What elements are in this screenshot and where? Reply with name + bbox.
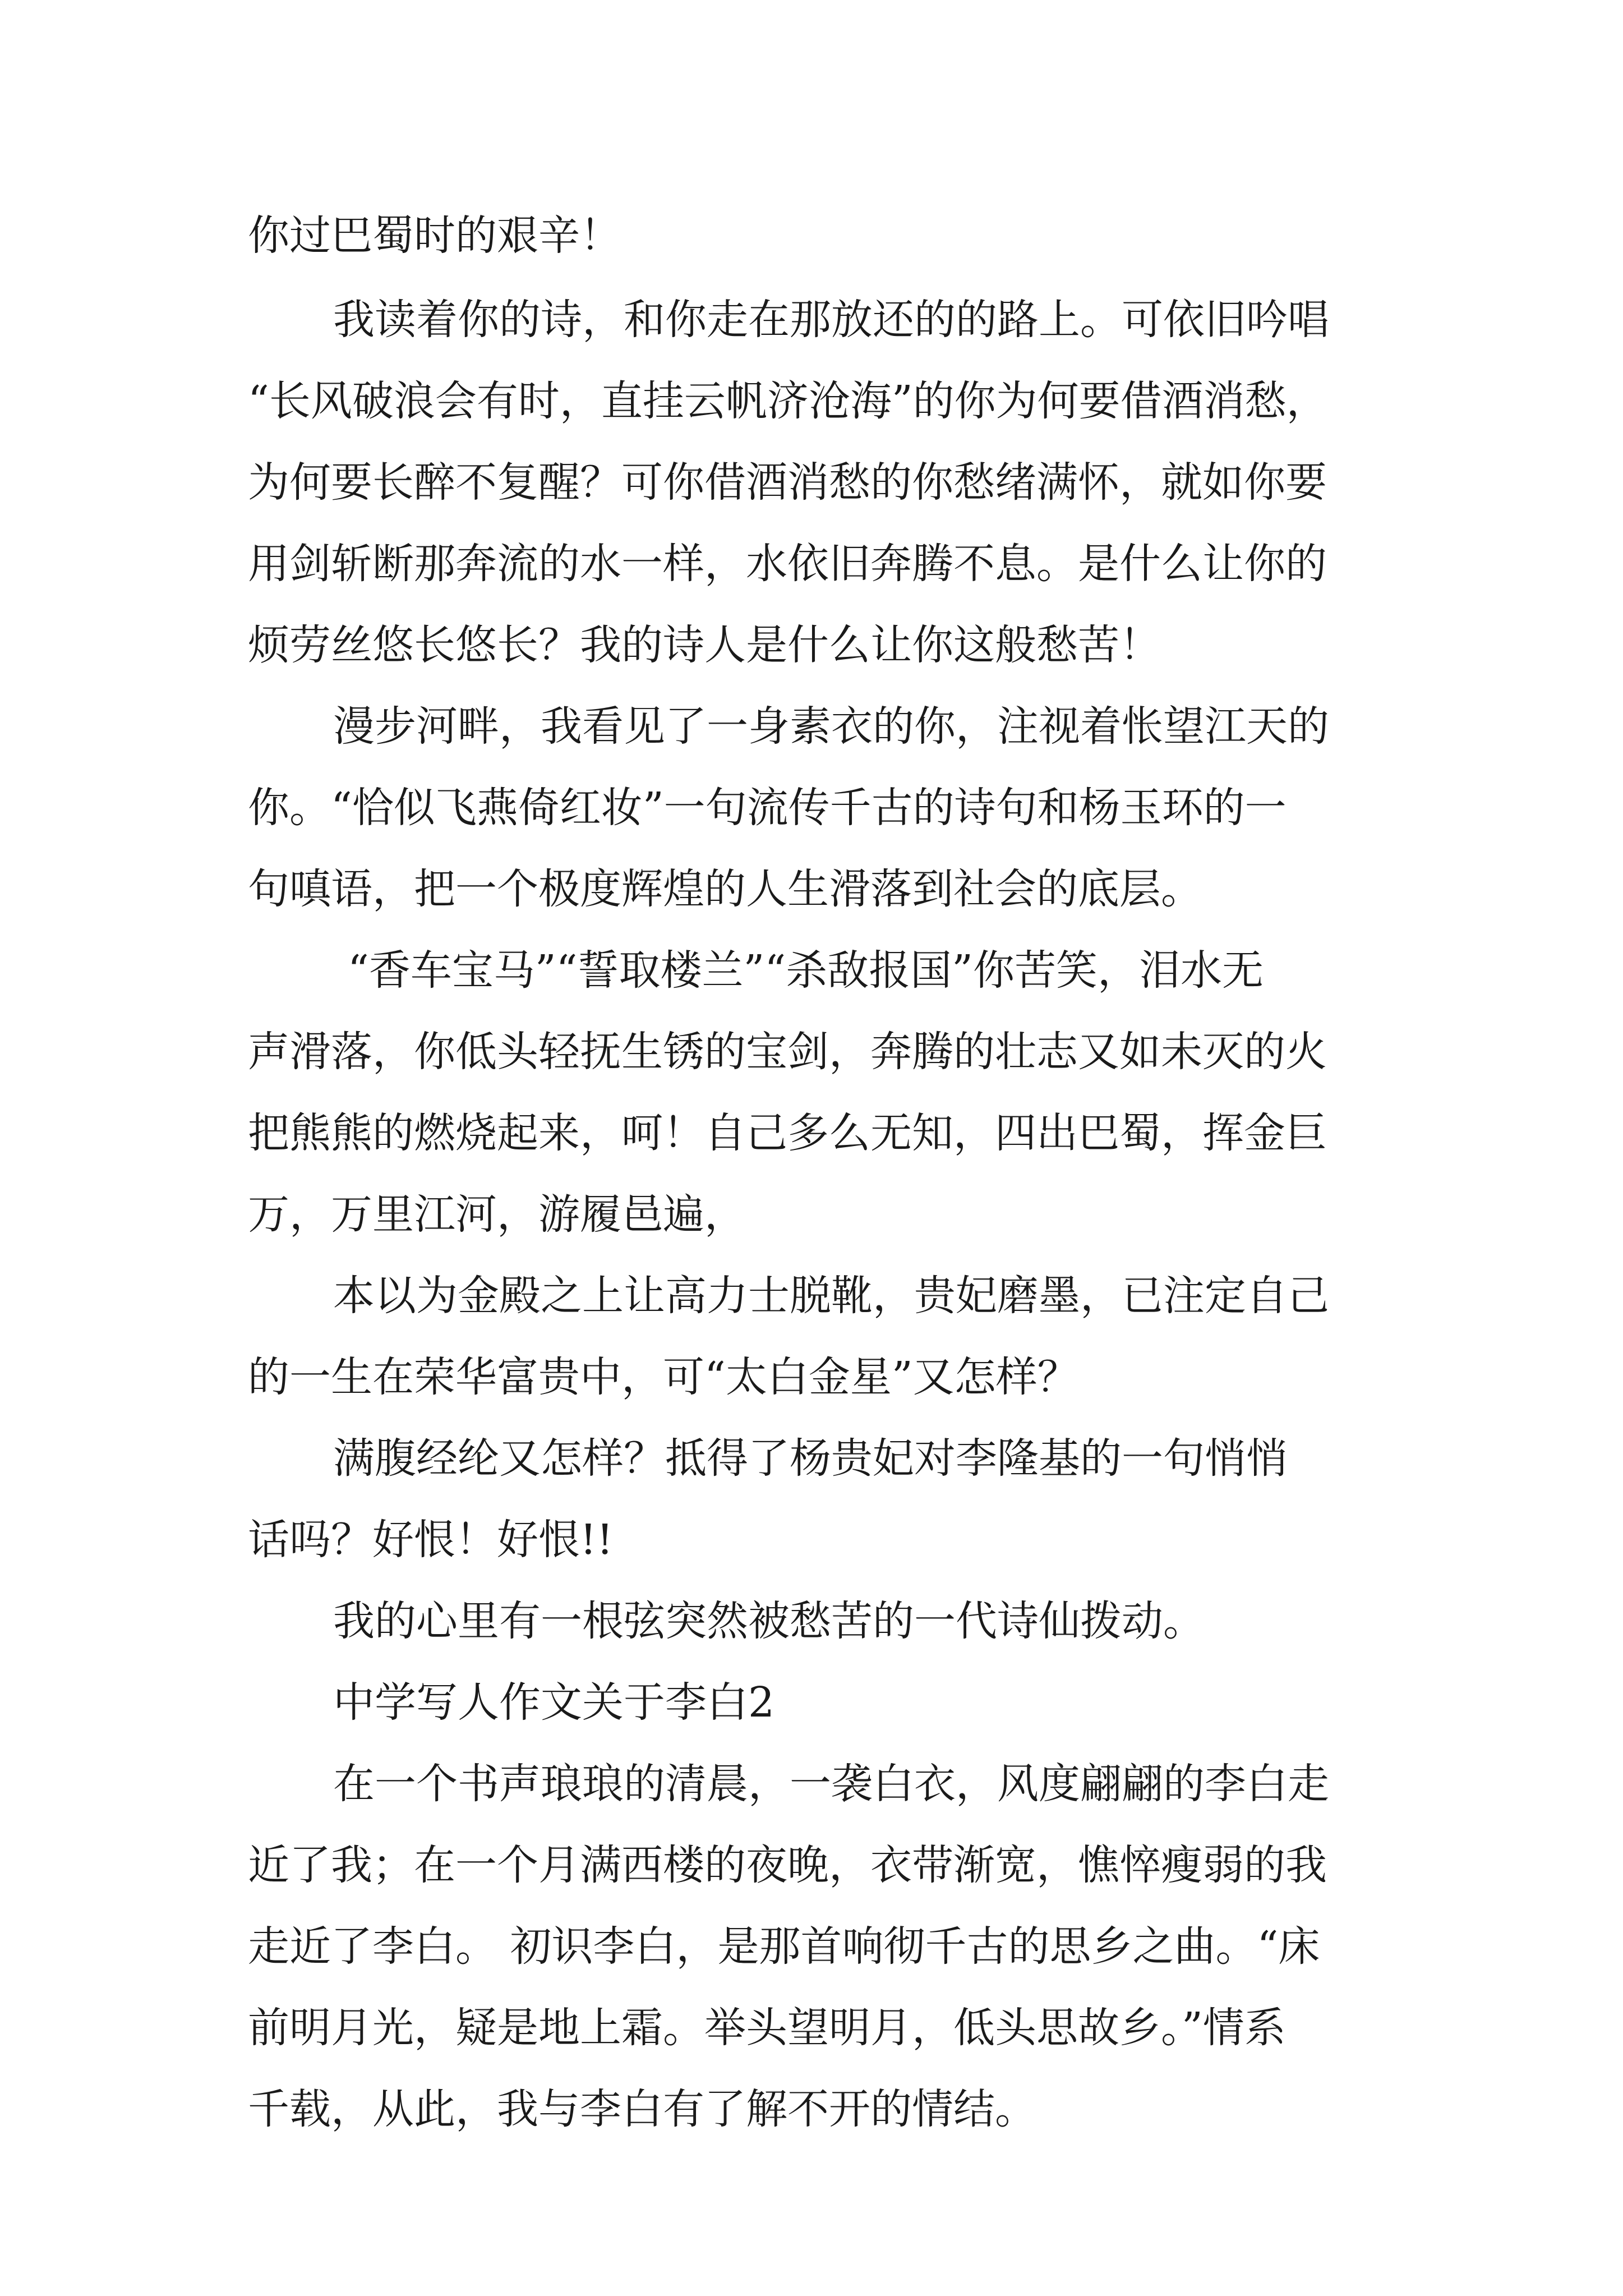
- text-line: 漫步河畔，我看见了一身素衣的你，注视着怅望江天的: [333, 702, 1329, 751]
- section-heading: 中学写人作文关于李白2: [333, 1678, 775, 1727]
- text-line: 万，万里江河，游履邑遍，: [248, 1190, 746, 1239]
- text-line: 你过巴蜀时的艰辛！: [248, 211, 621, 260]
- text-line: 满腹经纶又怎样？抵得了杨贵妃对李隆基的一句悄悄: [333, 1434, 1288, 1483]
- text-line: 句嗔语，把一个极度辉煌的人生滑落到社会的底层。: [248, 865, 1202, 913]
- text-line: 用剑斩断那奔流的水一样，水依旧奔腾不息。是什么让你的: [248, 540, 1327, 588]
- text-line: 话吗？好恨！好恨!!: [248, 1516, 614, 1564]
- text-line: 近了我；在一个月满西楼的夜晚，衣带渐宽，憔悴瘦弱的我: [248, 1841, 1327, 1889]
- text-line: “长风破浪会有时，直挂云帆济沧海”的你为何要借酒消愁，: [248, 377, 1328, 425]
- text-line: 我的心里有一根弦突然被愁苦的一代诗仙拨动。: [333, 1597, 1205, 1645]
- text-line: 走近了李白。 初识李白，是那首响彻千古的思乡之曲。“床: [248, 1922, 1320, 1971]
- text-line: 声滑落，你低头轻抚生锈的宝剑，奔腾的壮志又如未灭的火: [248, 1028, 1327, 1076]
- text-line: 在一个书声琅琅的清晨，一袭白衣，风度翩翩的李白走: [333, 1760, 1329, 1808]
- text-line: 前明月光，疑是地上霜。举头望明月，低头思故乡。”情系: [248, 2004, 1286, 2052]
- text-line: 你。“恰似飞燕倚红妆”一句流传千古的诗句和杨玉环的一: [248, 784, 1287, 832]
- text-line: 的一生在荣华富贵中，可“太白金星”又怎样？: [248, 1353, 1079, 1401]
- text-line: 把熊熊的燃烧起来，呵！自己多么无知，四出巴蜀，挥金巨: [248, 1109, 1327, 1157]
- text-line: “香车宝马”“誓取楼兰”“杀敌报国”你苦笑，泪水无: [348, 946, 1264, 995]
- text-line: 本以为金殿之上让高力士脱靴，贵妃磨墨，已注定自己: [333, 1272, 1329, 1320]
- text-line: 为何要长醉不复醒？可你借酒消愁的你愁绪满怀，就如你要: [248, 458, 1327, 507]
- text-line: 烦劳丝悠长悠长？我的诗人是什么让你这般愁苦！: [248, 621, 1161, 669]
- text-line: 我读着你的诗，和你走在那放还的的路上。可依旧吟唱: [333, 296, 1329, 344]
- text-line: 千载，从此，我与李白有了解不开的情结。: [248, 2085, 1036, 2133]
